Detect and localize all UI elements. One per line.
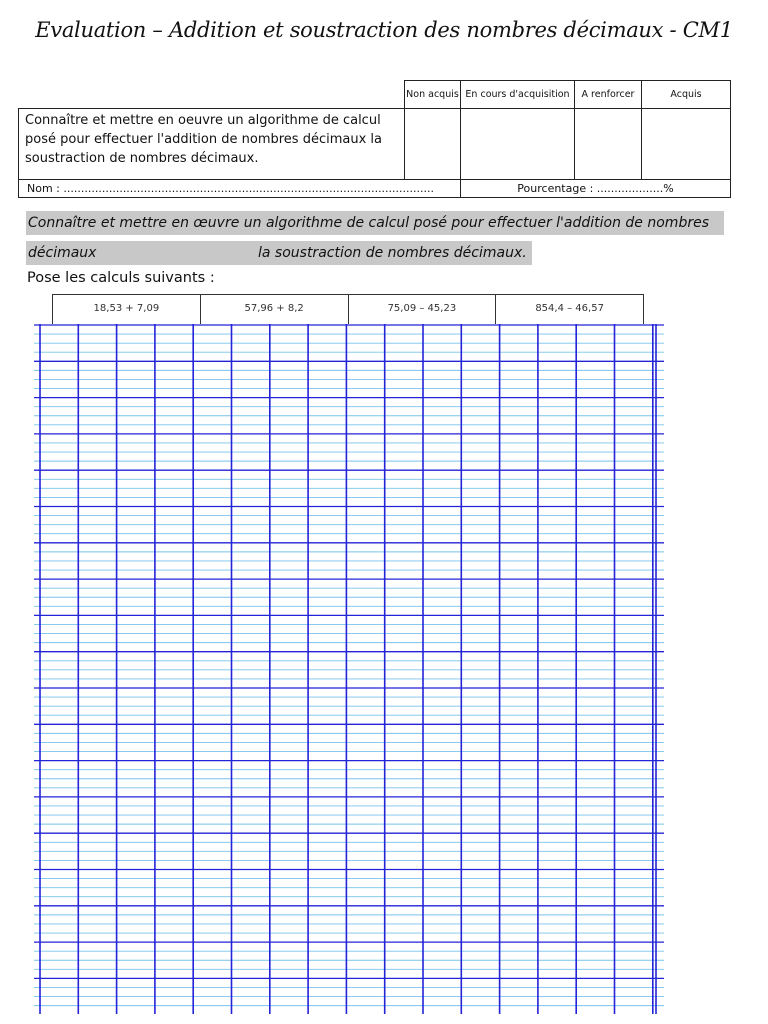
- header-a-renforcer: A renforcer: [575, 81, 642, 109]
- seyes-grid-paper[interactable]: [34, 324, 664, 1014]
- calculation-2: 57,96 + 8,2: [200, 295, 348, 324]
- percentage-field[interactable]: Pourcentage : ...................%: [461, 180, 731, 198]
- checkbox-acquis[interactable]: [642, 109, 731, 180]
- checkbox-en-cours[interactable]: [461, 109, 575, 180]
- calculation-3: 75,09 – 45,23: [348, 295, 496, 324]
- instruction: Pose les calculs suivants :: [27, 270, 215, 286]
- calculation-headers: [52, 294, 644, 324]
- header-non-acquis: Non acquis: [405, 81, 461, 109]
- page-title: Evaluation – Addition et soustraction des nombres décimaux - CM1: [35, 18, 733, 42]
- header-acquis: Acquis: [642, 81, 731, 109]
- evaluation-table: [18, 80, 731, 198]
- name-field[interactable]: Nom : ..........................................................................................................: [19, 180, 461, 198]
- empty-header-cell: [19, 81, 405, 109]
- calculation-1: 18,53 + 7,09: [93, 303, 160, 314]
- objective-line-1: Connaître et mettre en œuvre un algorithme de calcul posé pour effectuer l'addition de nombres: [26, 211, 724, 235]
- competence-text: Connaître et mettre en oeuvre un algorithme de calcul posé pour effectuer l'addition de nombres décimaux la soustraction de nombres décimaux.: [19, 109, 405, 180]
- objective-line-2: [26, 241, 532, 265]
- objective-line-2-part-2: la soustraction de nombres décimaux.: [258, 245, 527, 261]
- calculation-4: 854,4 – 46,57: [495, 295, 643, 324]
- checkbox-a-renforcer[interactable]: [575, 109, 642, 180]
- checkbox-non-acquis[interactable]: [405, 109, 461, 180]
- header-en-cours: En cours d'acquisition: [461, 81, 575, 109]
- objective-line-2-part-1: décimaux: [28, 245, 97, 261]
